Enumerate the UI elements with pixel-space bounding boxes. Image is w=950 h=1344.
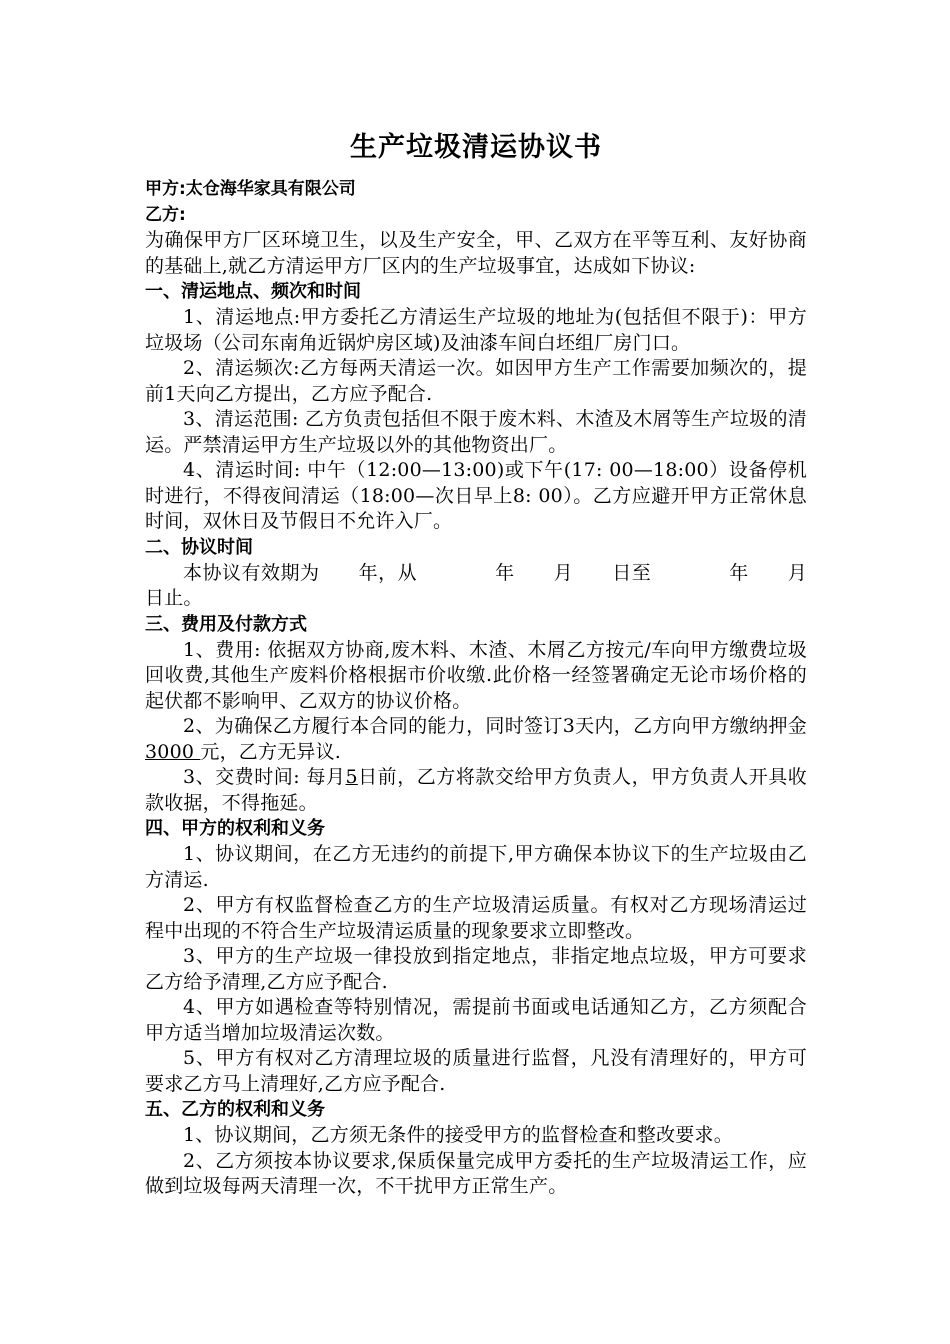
section-3-clause-1: 1、费用: 依据双方协商,废木料、木渣、木屑乙方按元/车向甲方缴费垃圾回收费,其他生产废料价格根据市价收缴.此价格一经签署确定无论市场价格的起伏都不影响甲、乙双方的协议价格。 [145,638,807,712]
party-a: 甲方:太仓海华家具有限公司 [145,179,356,199]
section-2-clause-1: 本协议有效期为 年，从 年 月 日至 年 月 日止。 [145,561,846,609]
section-4-clause-5: 5、甲方有权对乙方清理垃圾的质量进行监督，凡没有清理好的，甲方可要求乙方马上清理好,乙方应予配合. [145,1047,807,1095]
party-b: 乙方: [145,205,186,225]
section-4-clause-4: 4、甲方如遇检查等特别情况，需提前书面或电话通知乙方，乙方须配合甲方适当增加垃圾清运次数。 [145,996,807,1044]
intro-paragraph: 为确保甲方厂区环境卫生，以及生产安全，甲、乙双方在平等互利、友好协商的基础上,就乙方清运甲方厂区内的生产垃圾事宜，达成如下协议: [145,229,807,277]
section-3-clause-2 [145,714,807,765]
payment-day: 5 [345,766,358,788]
section-3-heading: 三、费用及付款方式 [145,613,307,635]
payment-text-after: 日前，乙方将款交给甲方负责人，甲方负责人开具收款收据，不得拖延。 [145,766,808,814]
section-1-heading: 一、清运地点、频次和时间 [145,281,361,302]
section-1-clause-1: 1、清运地点:甲方委托乙方清运生产垃圾的地址为(包括但不限于)：甲方垃圾场（公司东南角近锅炉房区域)及油漆车间白坯组厂房门口。 [145,306,807,354]
section-5-clause-2: 2、乙方须按本协议要求,保质保量完成甲方委托的生产垃圾清运工作，应做到垃圾每两天清理一次，不干扰甲方正常生产。 [145,1149,807,1197]
section-1-clause-4: 4、清运时间: 中午（12:00—13:00)或下午(17: 00—18:00）设备停机时进行，不得夜间清运（18:00—次日早上8: 00）。乙方应避开甲方正常休息时间，双休日及节假日不允许入厂。 [145,459,807,532]
section-4-heading: 四、甲方的权利和义务 [145,818,325,839]
section-3-clause-3 [145,765,807,816]
deposit-amount: 3000 [145,740,201,763]
section-2-heading: 二、协议时间 [145,536,253,558]
section-1-clause-3: 3、清运范围: 乙方负责包括但不限于废木料、木渣及木屑等生产垃圾的清运。严禁清运甲方生产垃圾以外的其他物资出厂。 [145,408,807,456]
section-1-clause-2: 2、清运频次:乙方每两天清运一次。如因甲方生产工作需要加频次的，提前1天向乙方提出，乙方应予配合. [145,357,807,405]
section-5-heading: 五、乙方的权利和义务 [145,1099,325,1120]
section-4-clause-1: 1、协议期间，在乙方无违约的前提下,甲方确保本协议下的生产垃圾由乙方清运. [145,843,807,891]
payment-text-before: 3、交费时间: 每月 [183,766,346,788]
document-body [145,128,846,1200]
section-4-clause-3: 3、甲方的生产垃圾一律投放到指定地点，非指定地点垃圾，甲方可要求乙方给予清理,乙方应予配合. [145,945,807,993]
deposit-text-after: 元，乙方无异议. [200,740,342,763]
section-5-clause-1: 1、协议期间，乙方须无条件的接受甲方的监督检查和整改要求。 [183,1124,733,1146]
section-4-clause-2: 2、甲方有权监督检查乙方的生产垃圾清运质量。有权对乙方现场清运过程中出现的不符合生产垃圾清运质量的现象要求立即整改。 [145,894,807,942]
document-title: 生产垃圾清运协议书 [350,132,602,163]
deposit-text-before: 2、为确保乙方履行本合同的能力，同时签订3天内，乙方向甲方缴纳押金 [183,715,807,737]
